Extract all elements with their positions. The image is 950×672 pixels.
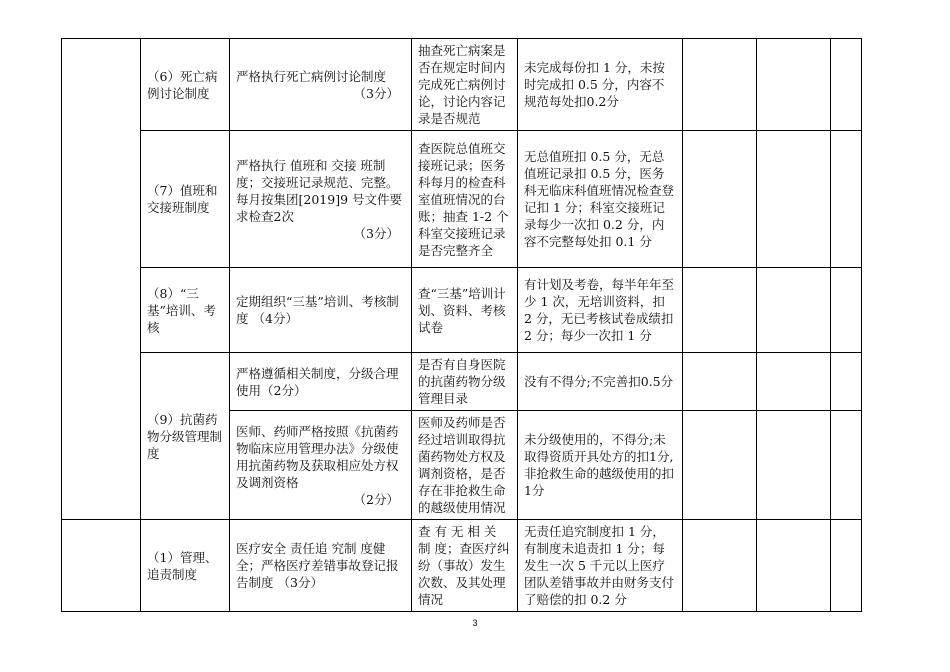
page-number: 3 (472, 618, 478, 628)
extra-cell (831, 520, 862, 612)
requirement-cell (230, 39, 412, 131)
extra-cell (831, 131, 862, 268)
requirement-text: 医疗安全 责任追 究制 度健全；严格医疗差错事故登记报告制度 (236, 541, 399, 590)
score-cell (683, 39, 757, 131)
score-cell (683, 411, 757, 520)
method-cell: 查医院总值班交接班记录；医务科每月的检查科室值班情况的台账；抽查 1-2 个科室交接班记录是否完整齐全 (412, 131, 518, 268)
category-cell: （8）“三基”培训、考核 (141, 268, 230, 353)
requirement-cell (230, 520, 412, 612)
deduction-cell: 没有不得分;不完善扣0.5分 (518, 353, 683, 411)
remark-cell (757, 131, 831, 268)
method-cell: 医师及药师是否经过培训取得抗菌药物处方权及调剂资格，是否存在非抢救生命的越级使用情况 (412, 411, 518, 520)
section-cell (62, 39, 141, 520)
requirement-cell (230, 411, 412, 520)
remark-cell (757, 411, 831, 520)
table-row (62, 39, 862, 131)
method-cell: 抽查死亡病案是否在规定时间内完成死亡病例讨论，讨论内容记录是否规范 (412, 39, 518, 131)
deduction-cell: 未完成每份扣 1 分，未按时完成扣 0.5 分，内容不规范每处扣0.2分 (518, 39, 683, 131)
remark-cell (757, 353, 831, 411)
extra-cell (831, 268, 862, 353)
extra-cell (831, 353, 862, 411)
points-text: （3分） (353, 85, 399, 101)
points-text: （2分） (353, 491, 399, 507)
section-cell (62, 520, 141, 612)
table-row (62, 268, 862, 353)
category-cell: （6）死亡病例讨论制度 (141, 39, 230, 131)
requirement-text: 严格执行 值班和 交接 班制度；交接班记录规范、完整。每月按集团[2019]9 号文件要求检查2次 (236, 157, 402, 224)
method-cell: 查 有 无 相 关 制 度；查医疗纠纷（事故）发生次数、及其处理情况 (412, 520, 518, 612)
deduction-cell: 未分级使用的，不得分;未取得资质开具处方的扣1分,非抢救生命的越级使用的扣1分 (518, 411, 683, 520)
requirement-cell: 严格遵循相关制度，分级合理使用（2分） (230, 353, 412, 411)
table-row (62, 353, 862, 411)
score-cell (683, 268, 757, 353)
category-cell: （1）管理、追责制度 (141, 520, 230, 612)
points-text: （3分） (277, 575, 323, 590)
method-cell: 是否有自身医院的抗菌药物分级管理目录 (412, 353, 518, 411)
remark-cell (757, 268, 831, 353)
table-row (62, 131, 862, 268)
category-cell: （9）抗菌药物分级管理制度 (141, 353, 230, 520)
evaluation-table (61, 38, 862, 612)
requirement-cell (230, 268, 412, 353)
points-text: （3分） (353, 225, 399, 241)
extra-cell (831, 411, 862, 520)
deduction-cell: 无总值班扣 0.5 分，无总值班记录扣 0.5 分，医务科无临床科值班情况检查登记扣 1 分；科室交接班记录每少一次扣 0.2 分，内容不完整每处扣 0.1 分 (518, 131, 683, 268)
requirement-text: 定期组织“三基”培训、考核制度 (236, 294, 399, 326)
requirement-text: 医师、药师严格按照《抗菌药物临床应用管理办法》分级使用抗菌药物及获取相应处方权及调剂资格 (236, 423, 399, 490)
points-text: （4分） (252, 311, 298, 326)
extra-cell (831, 39, 862, 131)
score-cell (683, 131, 757, 268)
score-cell (683, 353, 757, 411)
score-cell (683, 520, 757, 612)
remark-cell (757, 520, 831, 612)
requirement-cell (230, 131, 412, 268)
remark-cell (757, 39, 831, 131)
deduction-cell: 有计划及考卷，每半年年至少 1 次，无培训资料，扣 2 分，无已考核试卷成绩扣 2 分；每少一次扣 1 分 (518, 268, 683, 353)
table-row (62, 520, 862, 612)
deduction-cell: 无责任追究制度扣 1 分，有制度未追责扣 1 分；每发生一次 5 千元以上医疗团队差错事故并由财务支付了赔偿的扣 0.2 分 (518, 520, 683, 612)
method-cell: 查“三基”培训计划、资料、考核试卷 (412, 268, 518, 353)
category-cell: （7）值班和交接班制度 (141, 131, 230, 268)
requirement-text: 严格执行死亡病例讨论制度 (236, 68, 387, 84)
